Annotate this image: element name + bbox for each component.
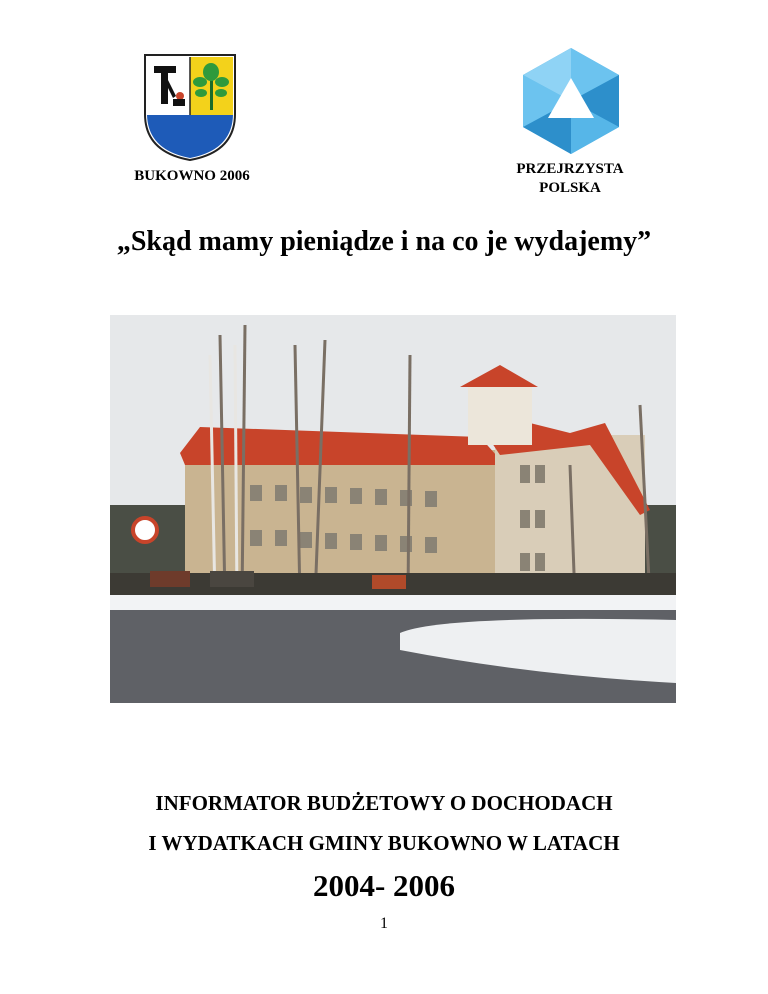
municipal-building-photo xyxy=(110,315,676,703)
przejrzysta-polska-label-line1: PRZEJRZYSTA xyxy=(516,161,624,177)
years-range: 2004- 2006 xyxy=(312,868,456,903)
page-number: 1 xyxy=(380,915,388,932)
info-title-line2: I WYDATKACH GMINY BUKOWNO W LATACH xyxy=(148,831,620,855)
coat-of-arms-label: BUKOWNO 2006 xyxy=(134,168,250,184)
przejrzysta-polska-label xyxy=(470,160,670,198)
przejrzysta-polska-logo-icon xyxy=(519,46,623,156)
info-title-line1: INFORMATOR BUDŻETOWY O DOCHODACH xyxy=(155,791,613,815)
bukowno-coat-of-arms-icon xyxy=(142,52,238,162)
przejrzysta-polska-label-line2: POLSKA xyxy=(539,180,601,196)
page-title: „Skąd mamy pieniądze i na co je wydajemy” xyxy=(116,226,652,257)
